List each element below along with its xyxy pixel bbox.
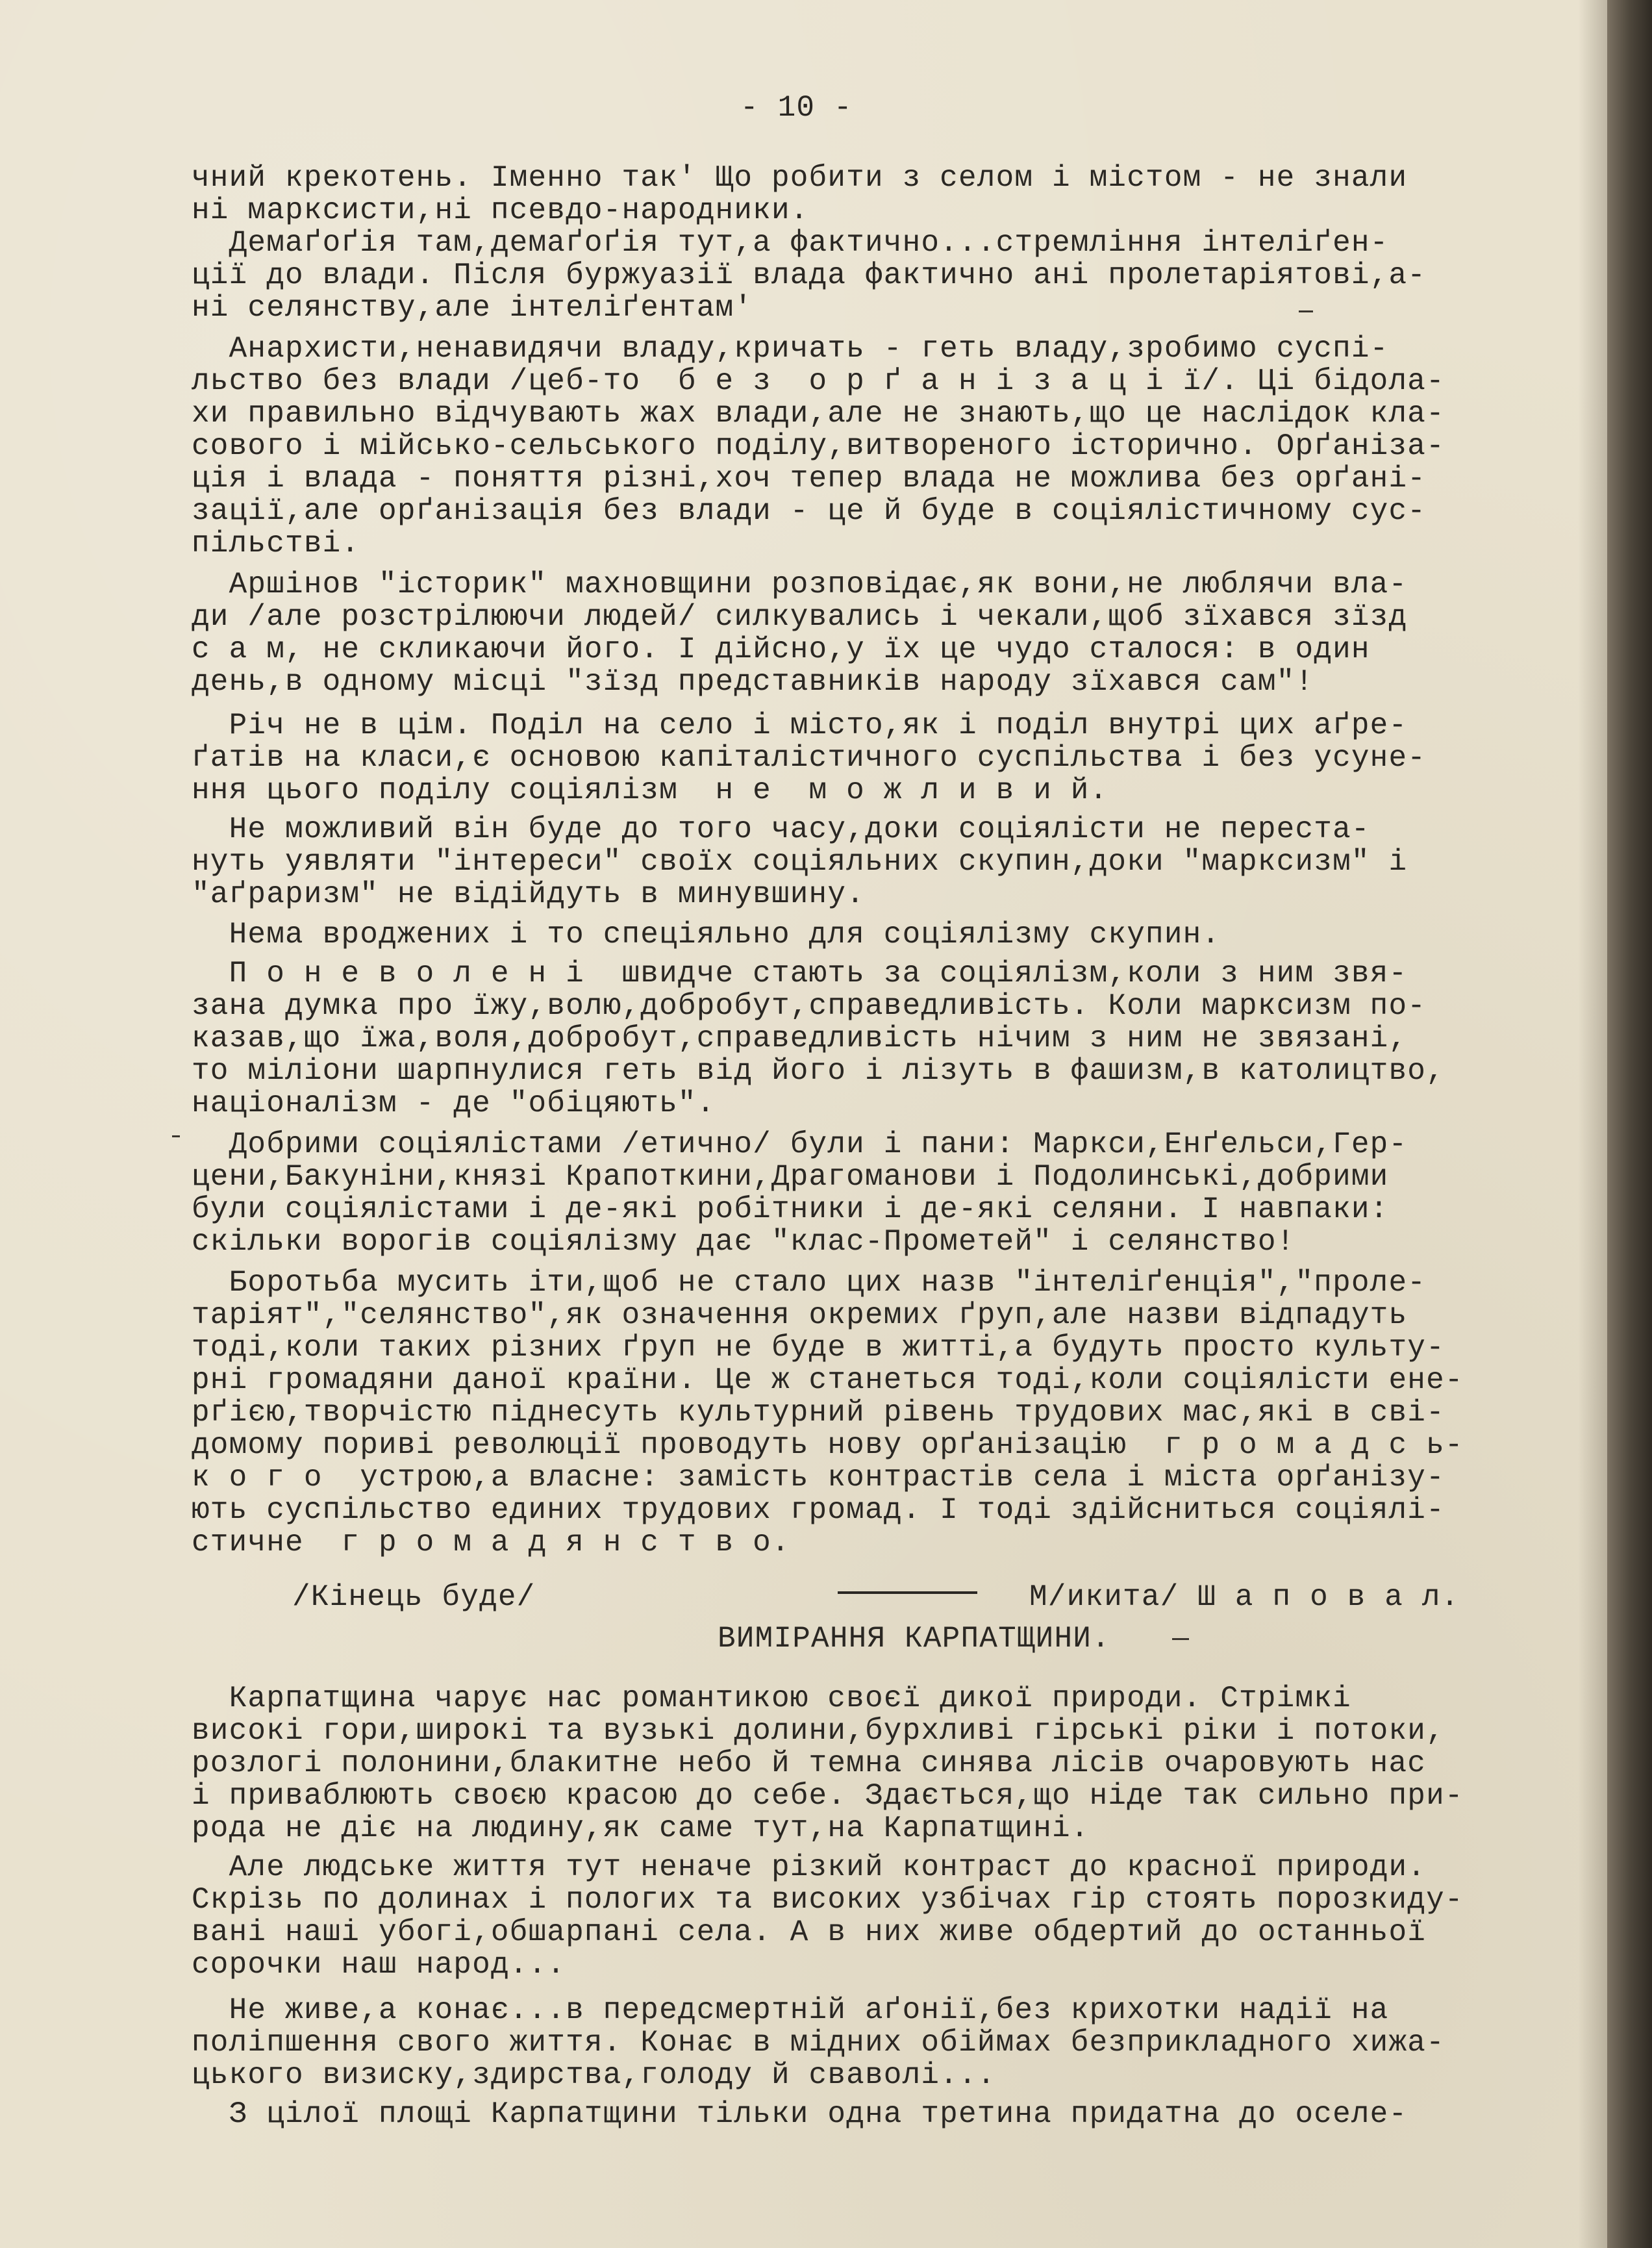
- text-line: цени,Бакуніни,князі Крапоткини,Драгоманови і Подолинські,добрими: [192, 1160, 1389, 1194]
- text-line: сового і мійсько-сельського поділу,витвореного історично. Орґаніза-: [192, 429, 1445, 463]
- text-line: чний крекотень. Іменно так' Що робити з селом і містом - не знали: [192, 161, 1408, 195]
- binding-spine: [1607, 0, 1652, 2248]
- text-line: казав,що їжа,воля,добробут,справедливість нічим з ним не звязані,: [192, 1022, 1408, 1055]
- page-edge-shadow: [1578, 0, 1607, 2248]
- text-line: зації,але орґанізація без влади - це й буде в соціялістичному сус-: [192, 494, 1427, 528]
- text-line: Карпатщина чарує нас романтикою своєї дикої природи. Стрімкі: [192, 1682, 1351, 1715]
- text-line: поліпшення свого життя. Конає в мідних обіймах безприкладного хижа-: [192, 2026, 1445, 2060]
- text-line: ні марксисти,ні псевдо-народники.: [192, 194, 809, 227]
- text-line: ція і влада - поняття різні,хоч тепер влада не можлива без орґані-: [192, 462, 1427, 496]
- text-line: стичне г р о м а д я н с т в о.: [192, 1526, 790, 1560]
- text-line: Але людське життя тут неначе різкий контраст до красної природи.: [192, 1850, 1427, 1884]
- text-line: "аґраризм" не відійдуть в минувшину.: [192, 878, 865, 911]
- text-line: Річ не в цім. Поділ на село і місто,як і поділ внутрі цих аґре-: [192, 709, 1408, 742]
- text-line: с а м, не скликаючи його. І дійсно,у їх це чудо сталося: в один: [192, 633, 1370, 666]
- text-line: П о н е в о л е н і швидче стають за соціялізм,коли з ним звя-: [192, 957, 1408, 991]
- title-mark: [1172, 1638, 1189, 1640]
- text-line: рґією,творчістю піднесуть культурний рівень трудових мас,які в сві-: [192, 1396, 1445, 1430]
- text-line: ди /але розстрілюючи людей/ силкувались і чекали,щоб зїхався зїзд: [192, 600, 1408, 634]
- continued-note: /Кінець буде/: [292, 1580, 536, 1614]
- text-line: таріят","селянство",як означення окремих ґруп,але назви відпадуть: [192, 1298, 1408, 1332]
- text-line: ють суспільство единих трудових громад. І тоді здійсниться соціялі-: [192, 1493, 1445, 1527]
- text-line: домому пориві революції проводуть нову орґанізацію г р о м а д с ь-: [192, 1428, 1464, 1462]
- text-line: Боротьба мусить іти,щоб не стало цих назв "інтеліґенція","проле-: [192, 1266, 1427, 1300]
- text-line: к о г о устрою,а власне: замість контрастів села і міста орґанізу-: [192, 1461, 1445, 1495]
- text-line: рні громадяни даної країни. Це ж станеться тоді,коли соціялісти ене-: [192, 1363, 1464, 1397]
- text-line: ння цього поділу соціялізм н е м о ж л и в и й.: [192, 774, 1108, 807]
- separator-rule: [838, 1591, 977, 1594]
- text-line: Скрізь по долинах і пологих та високих узбічах гір стоять порозкиду-: [192, 1883, 1464, 1917]
- article-title: ВИМІРАННЯ КАРПАТЩИНИ.: [718, 1622, 1110, 1656]
- text-line: ції до влади. Після буржуазії влада фактично ані пролетаріятові,а-: [192, 259, 1427, 292]
- text-line: хи правильно відчувають жах влади,але не знають,що це наслідок кла-: [192, 397, 1445, 431]
- text-line: Не можливий він буде до того часу,доки соціялісти не переста-: [192, 813, 1370, 846]
- text-line: високі гори,широкі та вузькі долини,бурхливі гірські ріки і потоки,: [192, 1714, 1445, 1748]
- text-line: Добрими соціялістами /етично/ були і пани: Маркси,Енґельси,Гер-: [192, 1128, 1408, 1161]
- text-line: день,в одному місці "зїзд представників народу зїхався сам"!: [192, 665, 1314, 699]
- text-line: то міліони шарпнулися геть від його і лізуть в фашизм,в католицтво,: [192, 1054, 1445, 1088]
- text-line: зана думка про їжу,волю,добробут,справедливість. Коли марксизм по-: [192, 989, 1427, 1023]
- text-line: ґатів на класи,є основою капіталістичного суспільства і без усуне-: [192, 741, 1427, 775]
- text-line: З цілої площі Карпатщини тільки одна третина придатна до оселе-: [192, 2097, 1408, 2131]
- text-line: Демаґоґія там,демаґоґія тут,а фактично...стремління інтеліґен-: [192, 226, 1389, 260]
- text-line: тоді,коли таких різних ґруп не буде в житті,а будуть просто культу-: [192, 1331, 1445, 1365]
- text-line: пільстві.: [192, 527, 360, 561]
- author-signature: М/икита/ Ш а п о в а л.: [1029, 1580, 1460, 1614]
- text-line: скільки ворогів соціялізму дає "клас-Прометей" і селянство!: [192, 1225, 1295, 1259]
- text-line: Аршінов "історик" махновщини розповідає,як вони,не люблячи вла-: [192, 568, 1408, 601]
- text-line: вані наші убогі,обшарпані села. А в них живе обдертий до останньої: [192, 1915, 1427, 1949]
- text-line: і приваблюють своєю красою до себе. Здається,що ніде так сильно при-: [192, 1779, 1464, 1813]
- text-line: цького визиску,здирства,голоду й сваволі...: [192, 2058, 996, 2092]
- text-line: сорочки наш народ...: [192, 1948, 566, 1982]
- text-line: льство без влади /цеб-то б е з о р ґ а н і з а ц і ї/. Ці бідола-: [192, 364, 1445, 398]
- stray-mark: [1299, 310, 1313, 312]
- text-line: Анархисти,ненавидячи владу,кричать - геть владу,зробимо суспі-: [192, 332, 1389, 366]
- text-line: націоналізм - де "обіцяють".: [192, 1087, 716, 1120]
- text-line: рода не діє на людину,як саме тут,на Карпатщині.: [192, 1812, 1090, 1845]
- text-line: Нема вроджених і то спеціяльно для соціялізму скупин.: [192, 918, 1221, 952]
- text-line: розлогі полонини,блакитне небо й темна синява лісів очаровують нас: [192, 1747, 1427, 1780]
- stray-mark: [172, 1135, 180, 1137]
- text-line: ні селянству,але інтеліґентам': [192, 291, 753, 325]
- page-number: - 10 -: [740, 91, 853, 125]
- text-line: були соціялістами і де-які робітники і де-які селяни. І навпаки:: [192, 1193, 1389, 1226]
- text-line: Не живе,а конає...в передсмертній аґонії,без крихотки надії на: [192, 1993, 1389, 2027]
- text-line: нуть уявляти "інтереси" своїх соціяльних скупин,доки "марксизм" і: [192, 845, 1408, 879]
